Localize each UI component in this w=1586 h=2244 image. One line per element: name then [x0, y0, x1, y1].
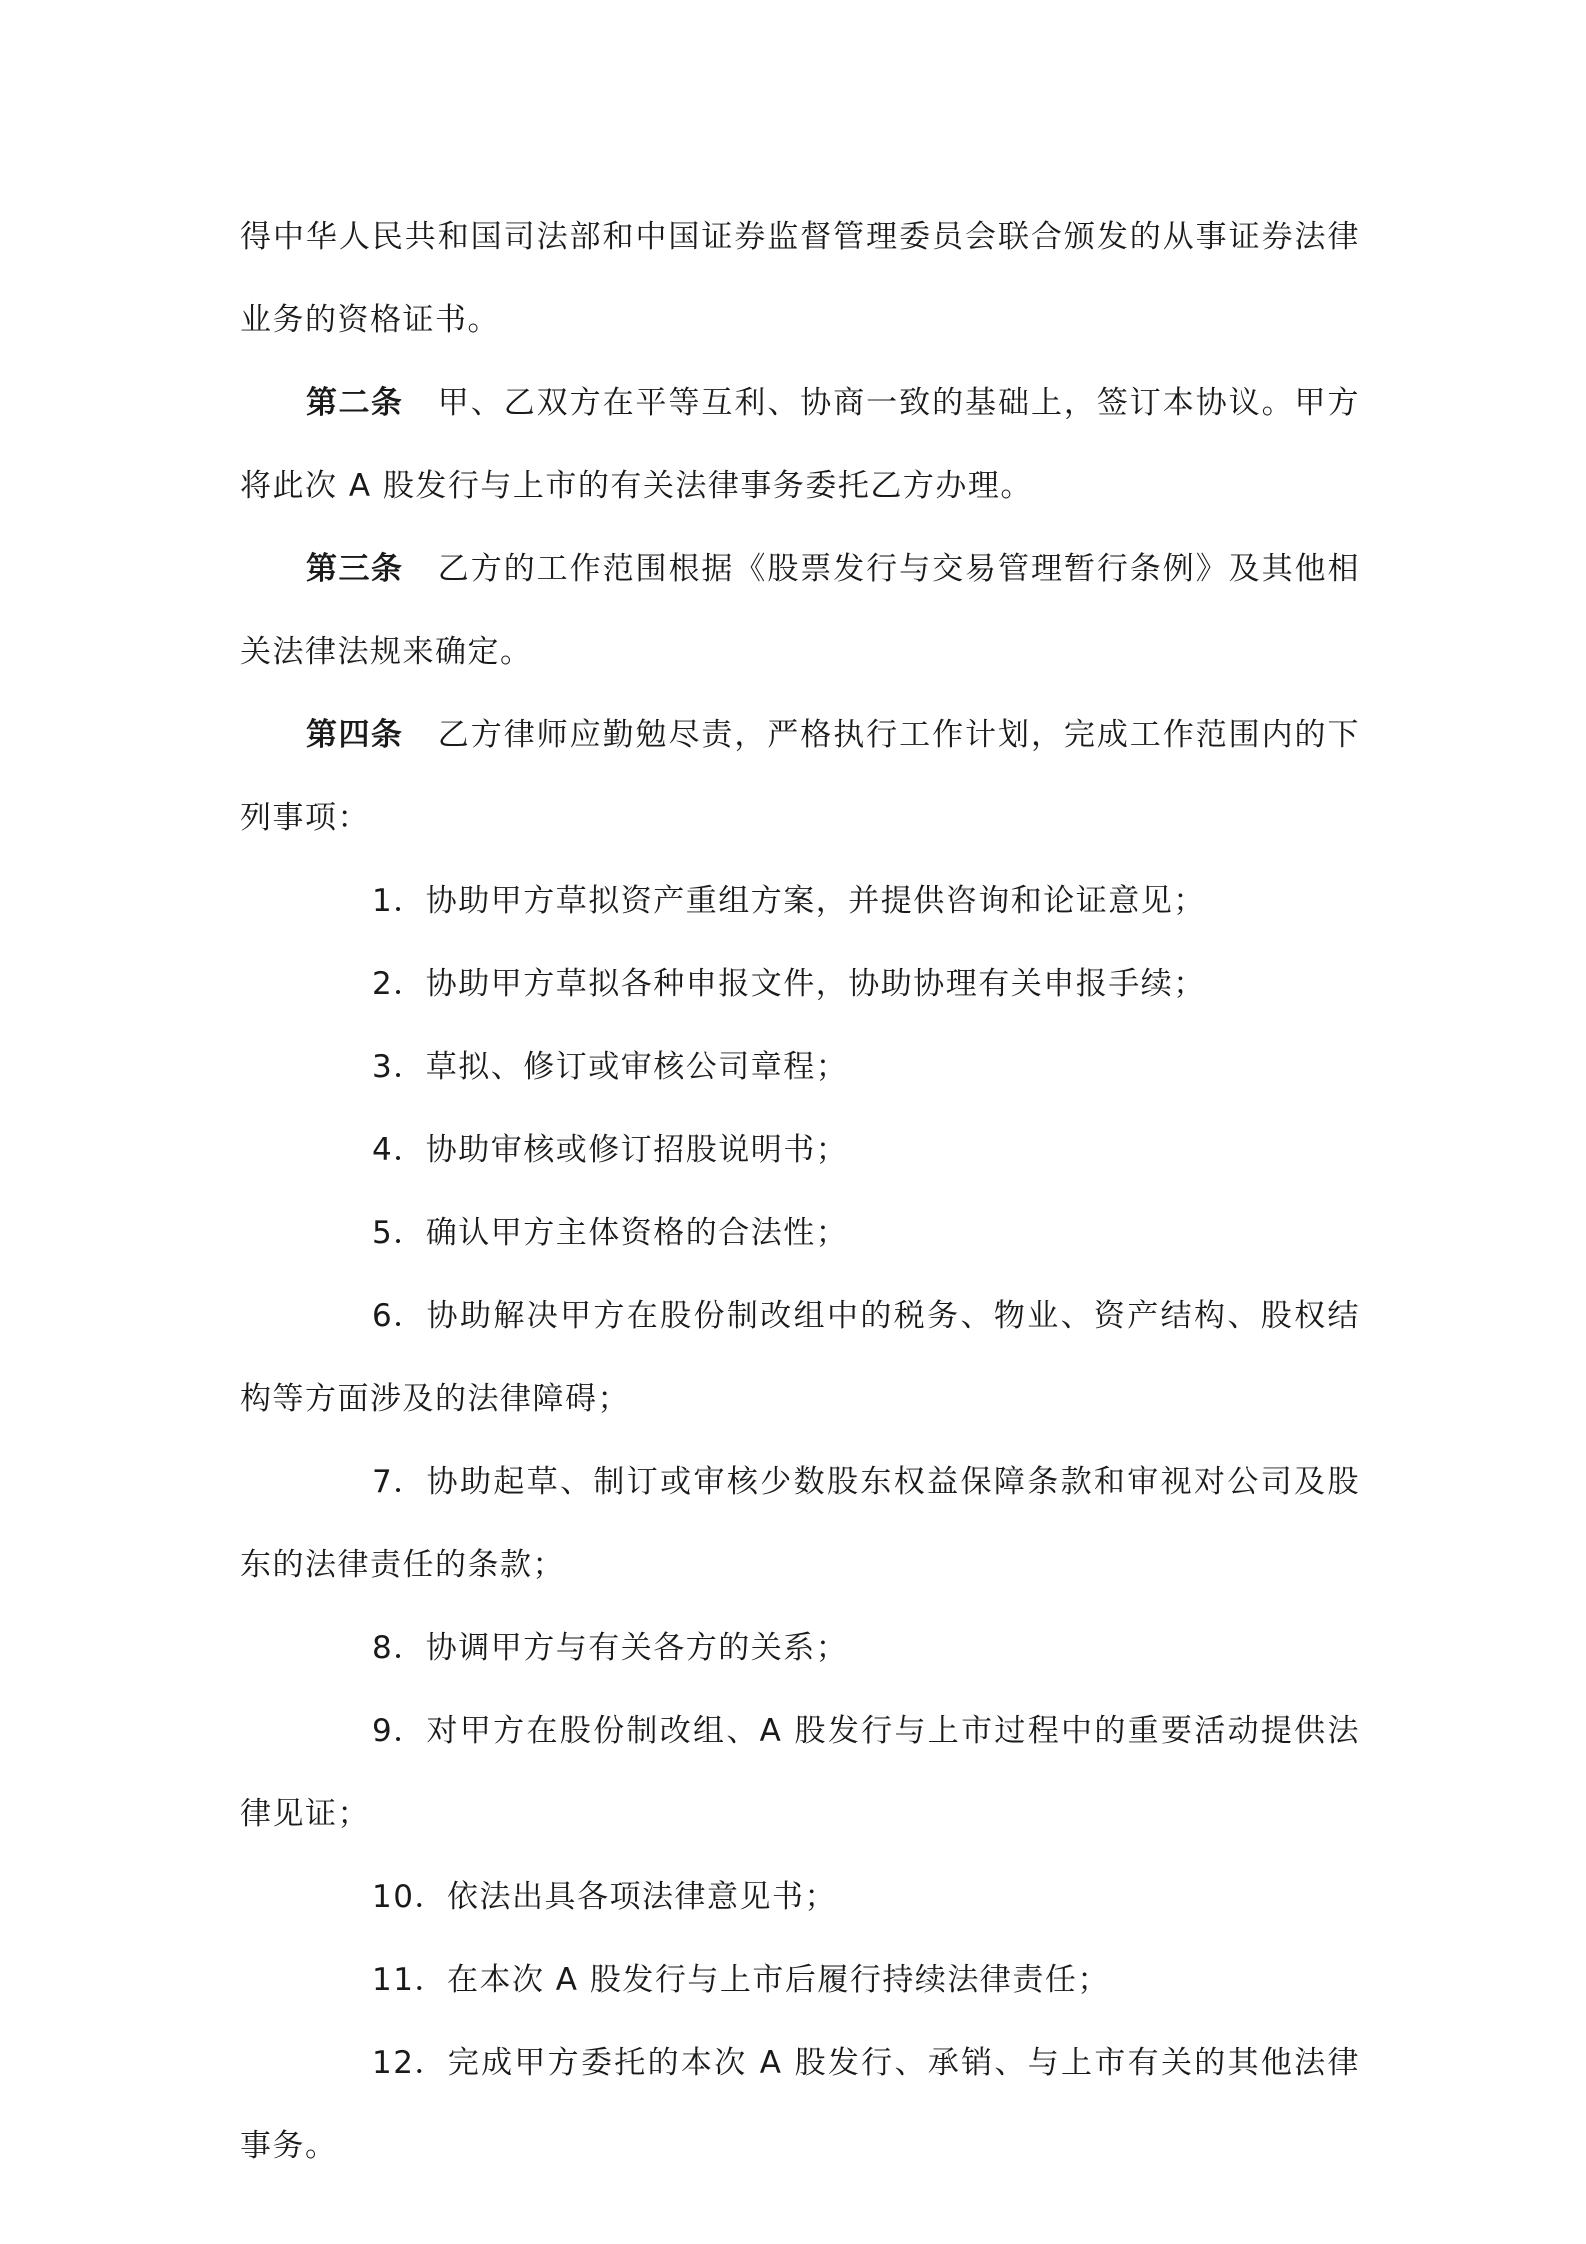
list-item-number: 11．	[372, 1962, 447, 1998]
list-item	[240, 1607, 1360, 1690]
list-item-text: 完成甲方委托的本次 A 股发行、承销、与上市有关的其他法律事务。	[240, 2045, 1360, 2164]
list-item	[240, 2022, 1360, 2188]
document-body	[240, 196, 1360, 2188]
article-2-text: 甲、乙双方在平等互利、协商一致的基础上，签订本协议。甲方将此次 A 股发行与上市的有关法律事务委托乙方办理。	[240, 385, 1361, 504]
list-item-number: 6．	[372, 1298, 426, 1334]
list-item-text: 在本次 A 股发行与上市后履行持续法律责任；	[446, 1962, 1110, 1998]
list-item	[240, 1690, 1360, 1856]
list-item-text: 草拟、修订或审核公司章程；	[425, 1049, 849, 1085]
list-item-number: 10．	[372, 1879, 447, 1915]
article-4	[240, 694, 1360, 860]
article-2	[240, 362, 1360, 528]
list-item-number: 1．	[372, 883, 426, 919]
list-item	[240, 1856, 1360, 1939]
list-item	[240, 1109, 1360, 1192]
list-item-number: 12．	[372, 2045, 447, 2081]
list-item-text: 确认甲方主体资格的合法性；	[425, 1215, 849, 1251]
list-item	[240, 1026, 1360, 1109]
list-item-text: 协助起草、制订或审核少数股东权益保障条款和审视对公司及股东的法律责任的条款；	[240, 1464, 1360, 1583]
list-item-text: 依法出具各项法律意见书；	[446, 1879, 837, 1915]
article-3-text: 乙方的工作范围根据《股票发行与交易管理暂行条例》及其他相关法律法规来确定。	[240, 551, 1361, 670]
article-3-label: 第三条	[306, 551, 404, 587]
article-2-label: 第二条	[306, 385, 404, 421]
list-item-text: 协助甲方草拟资产重组方案，并提供咨询和论证意见；	[425, 883, 1206, 919]
list-item	[240, 943, 1360, 1026]
list-item-number: 4．	[372, 1132, 426, 1168]
list-item-number: 9．	[372, 1713, 426, 1749]
continuation-paragraph: 得中华人民共和国司法部和中国证券监督管理委员会联合颁发的从事证券法律业务的资格证书。	[240, 219, 1360, 338]
list-item-text: 协调甲方与有关各方的关系；	[425, 1630, 849, 1666]
article-3	[240, 528, 1360, 694]
list-item	[240, 1192, 1360, 1275]
list-item	[240, 1939, 1360, 2022]
list-item	[240, 1275, 1360, 1441]
list-item-number: 3．	[372, 1049, 426, 1085]
list-item-text: 协助解决甲方在股份制改组中的税务、物业、资产结构、股权结构等方面涉及的法律障碍；	[240, 1298, 1360, 1417]
list-item-number: 7．	[372, 1464, 426, 1500]
list-item-number: 8．	[372, 1630, 426, 1666]
list-item-text: 协助甲方草拟各种申报文件，协助协理有关申报手续；	[425, 966, 1206, 1002]
article-4-label: 第四条	[306, 717, 404, 753]
list-item-number: 2．	[372, 966, 426, 1002]
list-item	[240, 860, 1360, 943]
list-item-number: 5．	[372, 1215, 426, 1251]
list-item-text: 协助审核或修订招股说明书；	[425, 1132, 849, 1168]
article-4-text: 乙方律师应勤勉尽责，严格执行工作计划，完成工作范围内的下列事项：	[240, 717, 1361, 836]
list-item	[240, 1441, 1360, 1607]
list-item-text: 对甲方在股份制改组、A 股发行与上市过程中的重要活动提供法律见证；	[240, 1713, 1360, 1832]
